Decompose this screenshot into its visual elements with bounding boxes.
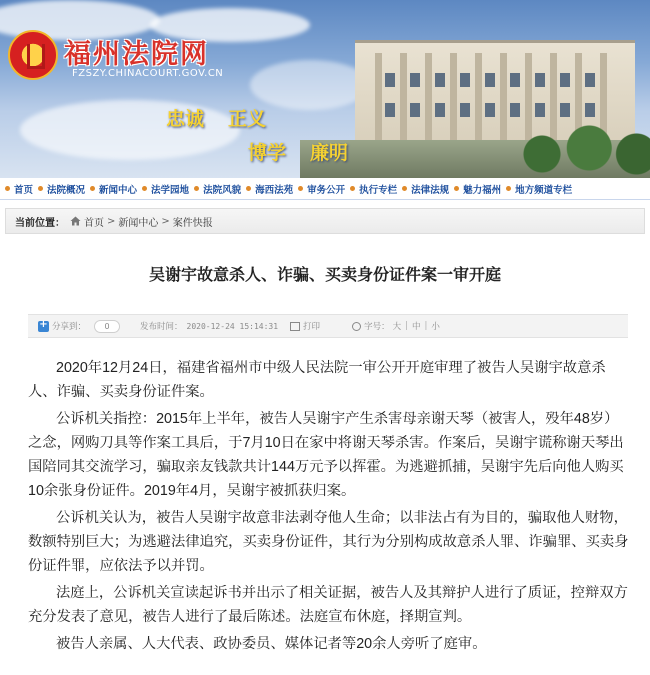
divider: | (424, 321, 428, 331)
nav-label[interactable]: 法院概况 (47, 184, 86, 196)
printer-icon[interactable] (290, 322, 300, 331)
font-size-small[interactable]: 小 (431, 322, 440, 332)
site-banner (0, 0, 650, 178)
nav-item-haixi[interactable] (246, 182, 293, 196)
nav-label[interactable]: 法律法规 (411, 184, 450, 196)
bullet-icon (350, 186, 355, 191)
nav-item-enforcement[interactable] (350, 182, 397, 196)
article-meta-bar (28, 314, 628, 338)
publish-time: 2020-12-24 15:14:31 (186, 321, 279, 331)
bullet-icon (194, 186, 199, 191)
nav-item-trial-affairs[interactable] (298, 182, 345, 196)
nav-item-fuzhou-charm[interactable] (454, 182, 501, 196)
nav-label[interactable]: 魅力福州 (463, 184, 502, 196)
bullet-icon (506, 186, 511, 191)
publish-label: 发布时间： (140, 322, 183, 332)
divider: | (405, 321, 408, 331)
share-count: 0 (94, 320, 120, 333)
nav-label[interactable]: 地方频道专栏 (515, 184, 573, 196)
slogan-4: 廉明 (310, 142, 349, 164)
nav-item-court-style[interactable] (194, 182, 241, 196)
site-domain: FZSZY.CHINACOURT.GOV.CN (72, 68, 224, 79)
article-paragraph: 2020年12月24日，福建省福州市中级人民法院一审公开开庭审理了被告人吴谢宇故意杀人、诈骗、买卖身份证件案。 (28, 360, 606, 400)
nav-item-court-overview[interactable] (38, 182, 85, 196)
site-title[interactable]: 福州法院网 (64, 39, 209, 70)
nav-label[interactable]: 新闻中心 (99, 184, 138, 196)
article-title: 吴谢宇故意杀人、诈骗、买卖身份证件案一审开庭 (148, 265, 501, 284)
nav-label[interactable]: 首页 (14, 184, 34, 196)
slogan-3: 博学 (248, 142, 287, 164)
bullet-icon (90, 186, 95, 191)
slogan-2: 正义 (228, 108, 267, 130)
font-size-label: 字号： (364, 322, 390, 332)
nav-item-laws[interactable] (402, 182, 449, 196)
breadcrumb-case-news[interactable]: 案件快报 (172, 217, 213, 229)
breadcrumb (5, 208, 645, 234)
font-size-large[interactable]: 大 (392, 322, 402, 332)
nav-item-home[interactable] (5, 182, 33, 196)
share-icon[interactable] (38, 321, 49, 332)
article-body (28, 356, 630, 659)
nav-label[interactable]: 海西法苑 (255, 184, 294, 196)
slogan-1: 忠诚 (166, 108, 205, 130)
article-paragraph: 公诉机关认为，被告人吴谢宇故意非法剥夺他人生命；以非法占有为目的，骗取他人财物，数额特别巨大；为逃避法律追究，买卖身份证件，其行为分别构成故意杀人罪、诈骗罪、买卖身份证件罪，应依法予以并罚。 (28, 510, 629, 574)
breadcrumb-home[interactable]: 首页 (84, 217, 104, 229)
bullet-icon (5, 186, 10, 191)
nav-label[interactable]: 执行专栏 (359, 184, 398, 196)
nav-label[interactable]: 法院风貌 (203, 184, 242, 196)
article-paragraph: 法庭上，公诉机关宣读起诉书并出示了相关证据，被告人及其辩护人进行了质证，控辩双方充分发表了意见，被告人进行了最后陈述。法庭宣布休庭，择期宣判。 (28, 585, 628, 625)
nav-item-law-garden[interactable] (142, 182, 189, 196)
court-emblem-icon[interactable] (8, 30, 58, 80)
bullet-icon (246, 186, 251, 191)
font-size-medium[interactable]: 中 (411, 322, 421, 332)
nav-item-local-channel[interactable] (506, 182, 572, 196)
banner-cloud (20, 100, 240, 160)
bullet-icon (38, 186, 43, 191)
breadcrumb-separator: > (161, 215, 170, 227)
breadcrumb-label: 当前位置： (15, 217, 65, 229)
article-paragraph: 被告人亲属、人大代表、政协委员、媒体记者等20余人旁听了庭审。 (56, 636, 487, 652)
print-button[interactable]: 打印 (303, 322, 321, 332)
font-size-icon (352, 322, 361, 331)
bullet-icon (298, 186, 303, 191)
home-icon (70, 216, 81, 226)
nav-label[interactable]: 法学园地 (151, 184, 190, 196)
banner-cloud (250, 60, 370, 110)
main-nav (0, 178, 650, 200)
nav-label[interactable]: 审务公开 (307, 184, 346, 196)
breadcrumb-separator: > (107, 215, 116, 227)
breadcrumb-news-center[interactable]: 新闻中心 (118, 217, 159, 229)
bullet-icon (142, 186, 147, 191)
banner-trees (515, 118, 650, 178)
bullet-icon (454, 186, 459, 191)
share-label[interactable]: 分享到： (52, 322, 87, 332)
nav-item-news-center[interactable] (90, 182, 137, 196)
article-paragraph: 公诉机关指控：2015年上半年，被告人吴谢宇产生杀害母亲谢天琴（被害人，殁年48岁）之念，网购刀具等作案工具后，于7月10日在家中将谢天琴杀害。作案后，吴谢宇谎称谢天琴出国陪同其交流学习，骗取亲友钱款共计144万元予以挥霍。为逃避抓捕，吴谢宇先后向他人购买10余张身份证件。2019年4月，吴谢宇被抓获归案。 (28, 411, 624, 499)
bullet-icon (402, 186, 407, 191)
